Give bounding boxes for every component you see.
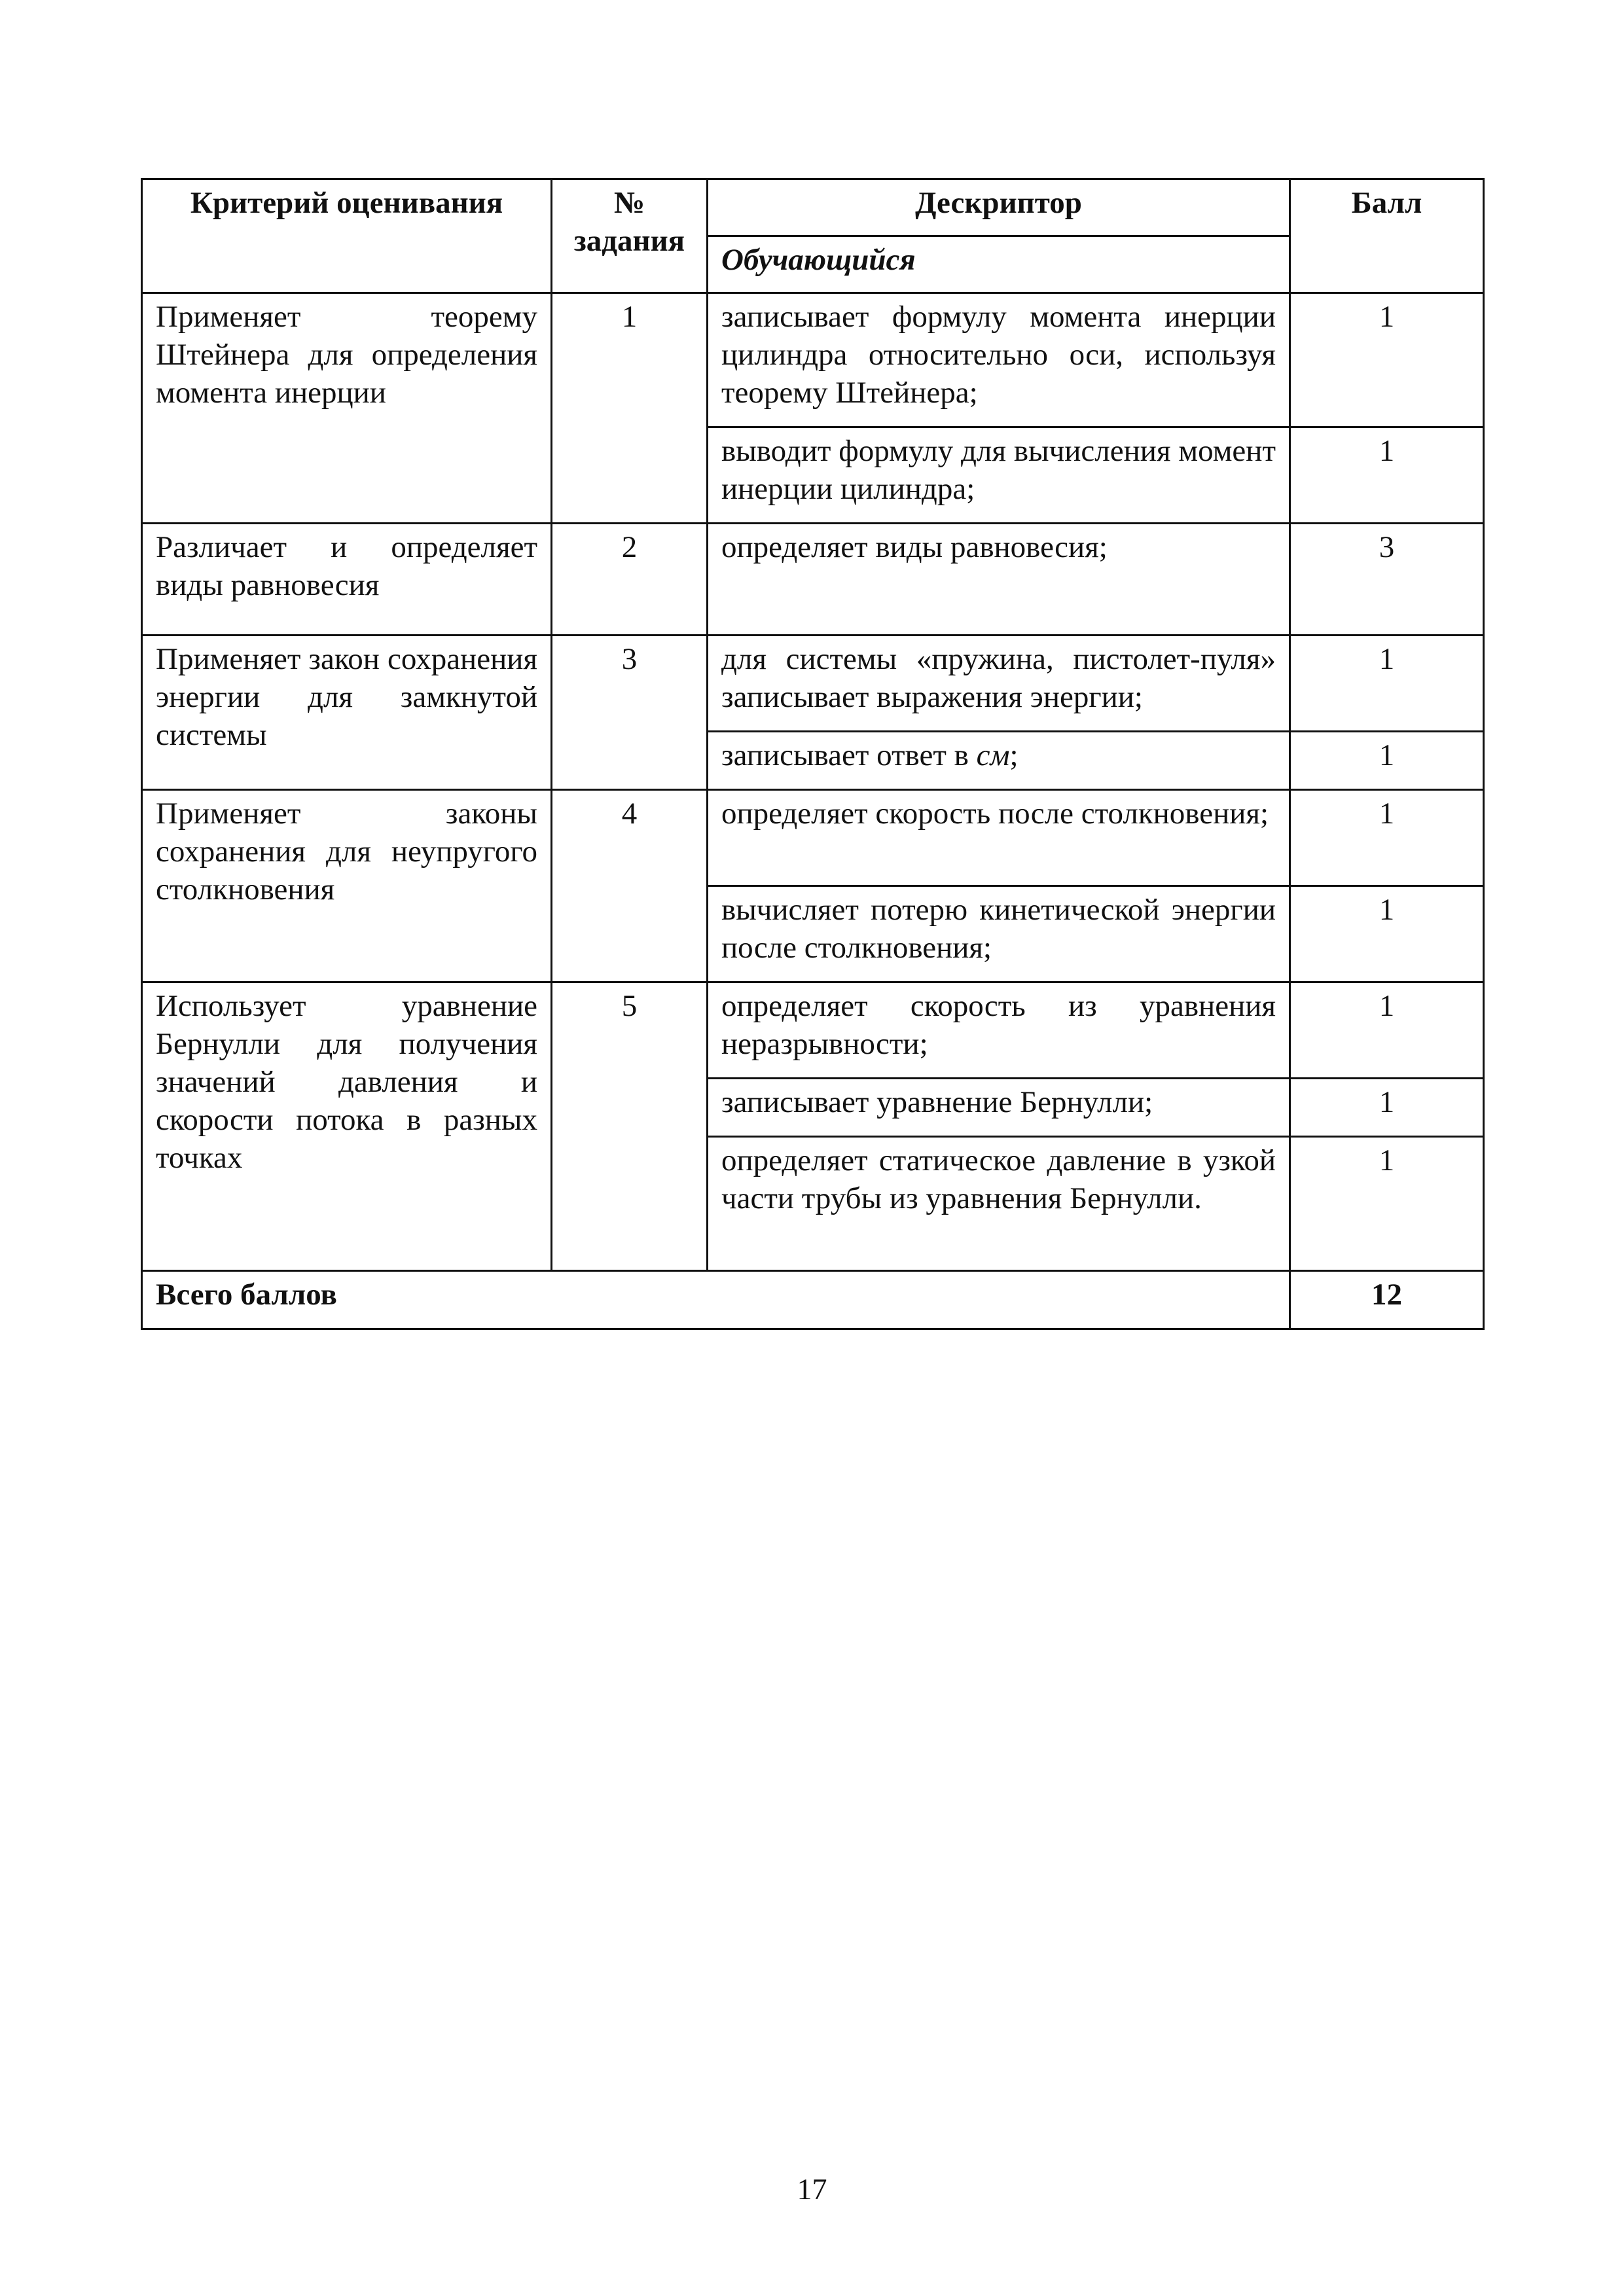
task-number-cell: 5 [552,982,708,1271]
task-number-cell: 2 [552,524,708,636]
task-number-cell: 1 [552,293,708,524]
points-cell: 1 [1290,790,1484,886]
descriptor-cell: определяет скорость после столкновения; [708,790,1290,886]
table-row [142,293,1484,427]
points-cell: 1 [1290,982,1484,1079]
criterion-cell: Различает и определяет виды равновесия [142,524,552,636]
task-number-cell: 4 [552,790,708,982]
header-descriptor: Дескриптор [708,179,1290,236]
points-cell: 1 [1290,886,1484,982]
criterion-cell: Применяет теорему Штейнера для определения момента инерции [142,293,552,524]
points-cell: 1 [1290,1137,1484,1271]
descriptor-cell: вычисляет потерю кинетической энергии после столкновения; [708,886,1290,982]
criterion-cell: Применяет законы сохранения для неупругого столкновения [142,790,552,982]
points-cell: 3 [1290,524,1484,636]
criterion-cell: Применяет закон сохранения энергии для замкнутой системы [142,636,552,790]
table-row [142,524,1484,636]
table-row [142,636,1484,732]
descriptor-cell [708,732,1290,790]
header-criterion: Критерий оценивания [142,179,552,293]
descriptor-text-end: ; [1009,738,1019,772]
total-label: Всего баллов [142,1271,1290,1329]
header-points: Балл [1290,179,1484,293]
descriptor-cell: записывает формулу момента инерции цилиндра относительно оси, используя теорему Штейнера; [708,293,1290,427]
table-row [142,982,1484,1079]
header-task-number: № задания [552,179,708,293]
descriptor-cell: определяет скорость из уравнения неразрывности; [708,982,1290,1079]
total-value: 12 [1290,1271,1484,1329]
descriptor-cell: записывает уравнение Бернулли; [708,1079,1290,1137]
unit-cm: см [976,738,1010,772]
points-cell: 1 [1290,636,1484,732]
points-cell: 1 [1290,293,1484,427]
header-descriptor-sub: Обучающийся [708,236,1290,293]
descriptor-text: записывает ответ в [721,738,977,772]
descriptor-cell: выводит формулу для вычисления момент инерции цилиндра; [708,427,1290,524]
task-number-cell: 3 [552,636,708,790]
descriptor-cell: определяет виды равновесия; [708,524,1290,636]
descriptor-cell: определяет статическое давление в узкой части трубы из уравнения Бернулли. [708,1137,1290,1271]
points-cell: 1 [1290,1079,1484,1137]
points-cell: 1 [1290,732,1484,790]
descriptor-cell: для системы «пружина, пистолет-пуля» записывает выражения энергии; [708,636,1290,732]
table-row [142,790,1484,886]
table-header-row [142,179,1484,236]
points-cell: 1 [1290,427,1484,524]
page-number: 17 [797,2172,827,2206]
total-row [142,1271,1484,1329]
criterion-cell: Использует уравнение Бернулли для получения значений давления и скорости потока в разных точках [142,982,552,1271]
assessment-rubric-table [141,178,1485,1330]
